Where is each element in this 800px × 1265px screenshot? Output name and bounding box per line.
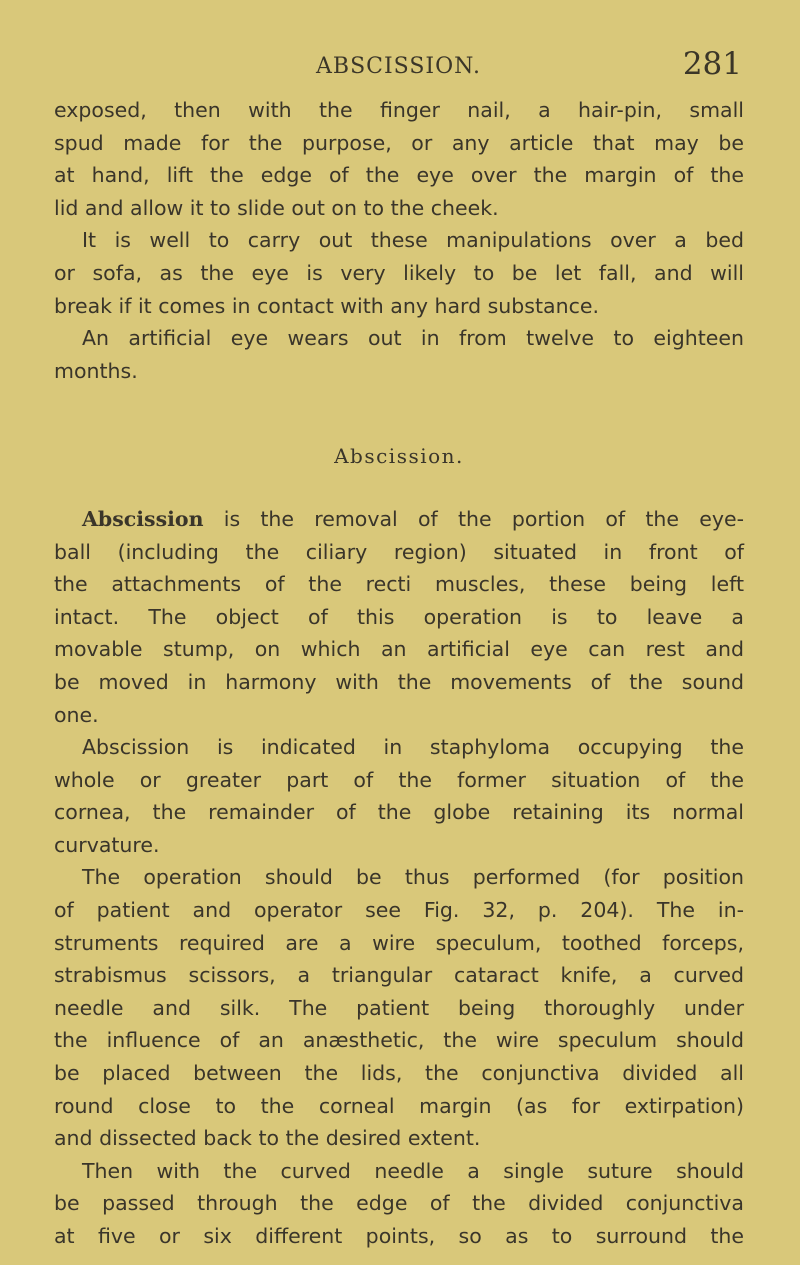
text-line	[54, 503, 744, 536]
text-line: struments required are a wire speculum, toothed forceps,	[54, 930, 744, 955]
paragraph	[54, 503, 744, 731]
text-line: whole or greater part of the former situation of the	[54, 767, 744, 792]
text-line: It is well to carry out these manipulations over a bed	[82, 228, 744, 253]
text-line: ball (including the ciliary region) situated in front of	[54, 539, 744, 564]
text-span: is the removal of the portion of the eye-	[223, 506, 744, 531]
text-line: The operation should be thus performed (for position	[82, 865, 744, 890]
paragraph	[54, 1155, 744, 1253]
text-line: and dissected back to the desired extent.	[54, 1126, 481, 1151]
lead-term: Abscission	[82, 506, 204, 531]
text-line: be passed through the edge of the divided conjunctiva	[54, 1191, 744, 1216]
paragraph	[54, 224, 744, 322]
paragraph	[54, 861, 744, 1154]
text-line: round close to the corneal margin (as for extirpation)	[54, 1093, 744, 1118]
running-title: ABSCISSION.	[316, 54, 481, 79]
text-line: the influence of an anæsthetic, the wire speculum should	[54, 1028, 744, 1053]
text-line: lid and allow it to slide out on to the cheek.	[54, 195, 499, 220]
text-line: cornea, the remainder of the globe retaining its normal	[54, 800, 744, 825]
text-line: spud made for the purpose, or any article that may be	[54, 130, 744, 155]
text-line: at five or six different points, so as to surround the	[54, 1224, 744, 1248]
text-line: Then with the curved needle a single suture should	[82, 1158, 744, 1183]
text-line: at hand, lift the edge of the eye over the margin of the	[54, 163, 744, 188]
text-line: of patient and operator see Fig. 32, p. 204). The in-	[54, 898, 744, 923]
text-line: exposed, then with the finger nail, a hair-pin, small	[54, 98, 744, 122]
paragraph	[54, 94, 744, 224]
body-text	[54, 94, 744, 1253]
paragraph	[54, 731, 744, 861]
text-line: break if it comes in contact with any hard substance.	[54, 293, 599, 318]
text-line: one.	[54, 702, 99, 727]
text-line: curvature.	[54, 832, 160, 857]
text-line: be placed between the lids, the conjunctiva divided all	[54, 1061, 744, 1086]
paragraph	[54, 322, 744, 387]
page-number: 281	[682, 46, 742, 82]
text-line: An artificial eye wears out in from twelve to eighteen	[82, 326, 744, 351]
text-line: be moved in harmony with the movements of the sound	[54, 669, 744, 694]
text-line: months.	[54, 358, 138, 383]
text-line: the attachments of the recti muscles, these being left	[54, 572, 744, 597]
text-line: strabismus scissors, a triangular cataract knife, a curved	[54, 963, 744, 988]
text-line: Abscission is indicated in staphyloma occupying the	[82, 735, 744, 760]
section-heading: Abscission.	[334, 444, 464, 469]
text-line: or sofa, as the eye is very likely to be let fall, and will	[54, 260, 744, 285]
text-line: movable stump, on which an artificial eye can rest and	[54, 637, 744, 662]
text-line: needle and silk. The patient being thoroughly under	[54, 995, 744, 1020]
running-head	[55, 46, 742, 86]
text-line: intact. The object of this operation is to leave a	[54, 604, 744, 629]
